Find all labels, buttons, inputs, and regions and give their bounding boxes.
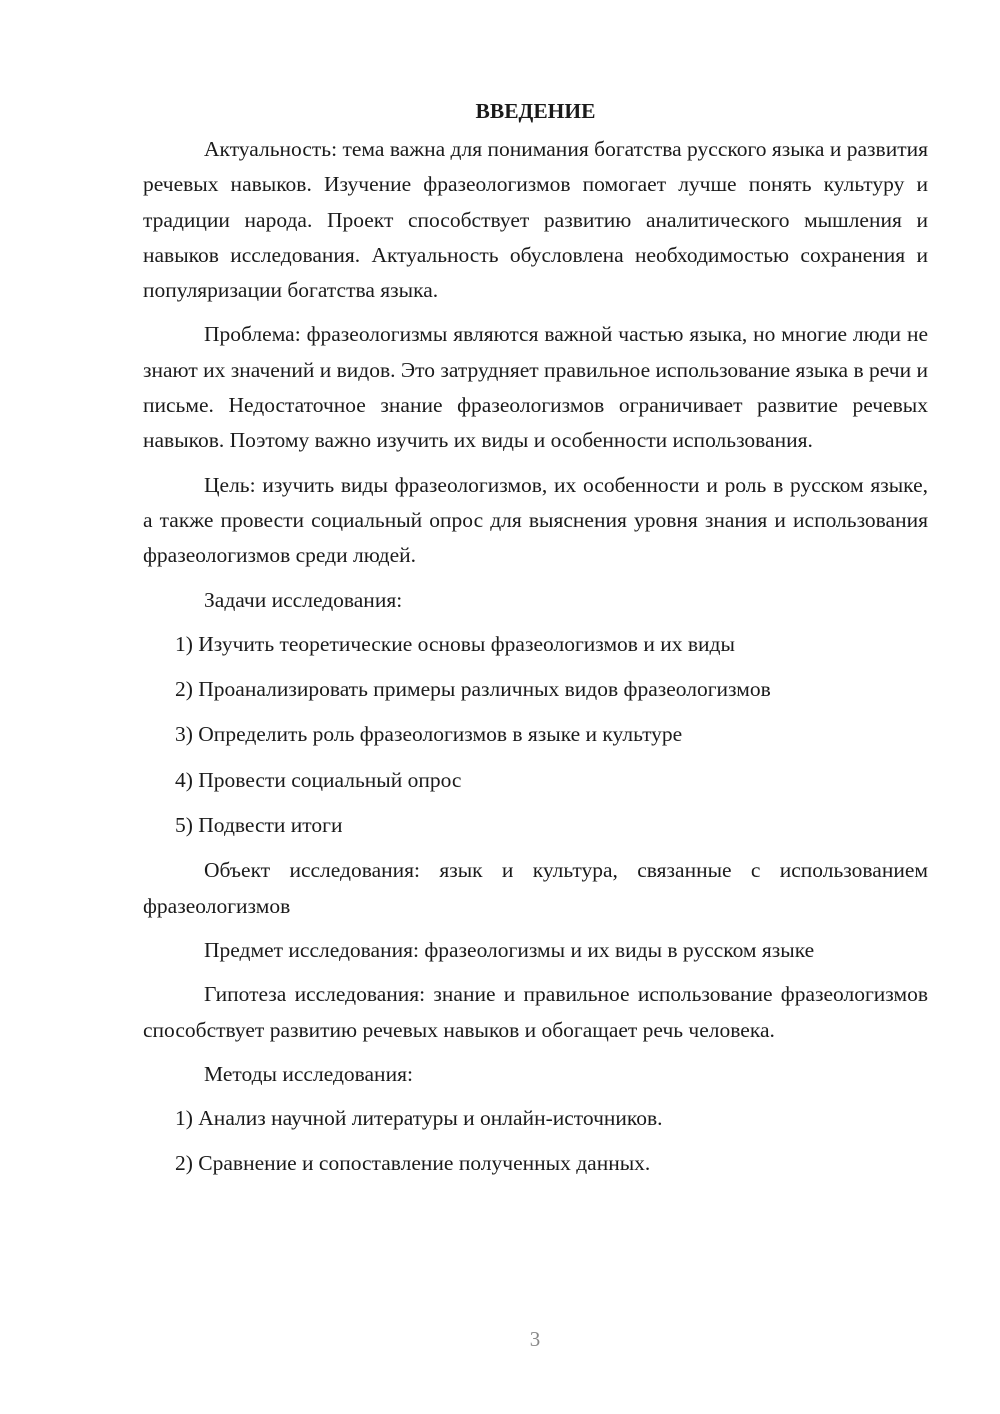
task-item: 5) Подвести итоги — [175, 813, 343, 838]
tasks-label: Задачи исследования: — [204, 587, 403, 612]
methods-label: Методы исследования: — [204, 1061, 413, 1086]
subject-paragraph: Предмет исследования: фразеологизмы и их виды в русском языке — [204, 937, 815, 962]
document-page — [143, 96, 928, 1192]
tasks-list — [143, 627, 928, 843]
task-item: 2) Проанализировать примеры различных видов фразеологизмов — [175, 677, 771, 702]
method-item: 1) Анализ научной литературы и онлайн-источников. — [175, 1106, 663, 1131]
object-paragraph: Объект исследования: язык и культура, связанные с использованием фразеологизмов — [143, 858, 928, 918]
task-item: 3) Определить роль фразеологизмов в языке и культуре — [175, 722, 683, 747]
method-item: 2) Сравнение и сопоставление полученных данных. — [175, 1151, 651, 1176]
problem-paragraph: Проблема: фразеологизмы являются важной частью языка, но многие люди не знают их значений и видов. Это затрудняет правильное использование языка в речи и письме. Недостаточное знание фразеологизмов ограничивает развитие речевых навыков. Поэтому важно изучить их виды и особенности использования. — [143, 322, 928, 453]
page-number: 3 — [529, 1327, 541, 1351]
hypothesis-paragraph: Гипотеза исследования: знание и правильное использование фразеологизмов способствует развитию речевых навыков и обогащает речь человека. — [143, 982, 928, 1042]
task-item: 4) Провести социальный опрос — [175, 767, 462, 792]
task-item: 1) Изучить теоретические основы фразеологизмов и их виды — [175, 631, 735, 656]
methods-list — [143, 1101, 928, 1182]
relevance-paragraph: Актуальность: тема важна для понимания богатства русского языка и развития речевых навыков. Изучение фразеологизмов помогает лучше понять культуру и традиции народа. Проект способствует развитию аналитического мышления и навыков исследования. Актуальность обусловлена необходимостью сохранения и популяризации богатства языка. — [143, 137, 928, 303]
section-title: ВВЕДЕНИЕ — [475, 99, 596, 123]
goal-paragraph: Цель: изучить виды фразеологизмов, их особенности и роль в русском языке, а также провести социальный опрос для выяснения уровня знания и использования фразеологизмов среди людей. — [143, 472, 928, 568]
